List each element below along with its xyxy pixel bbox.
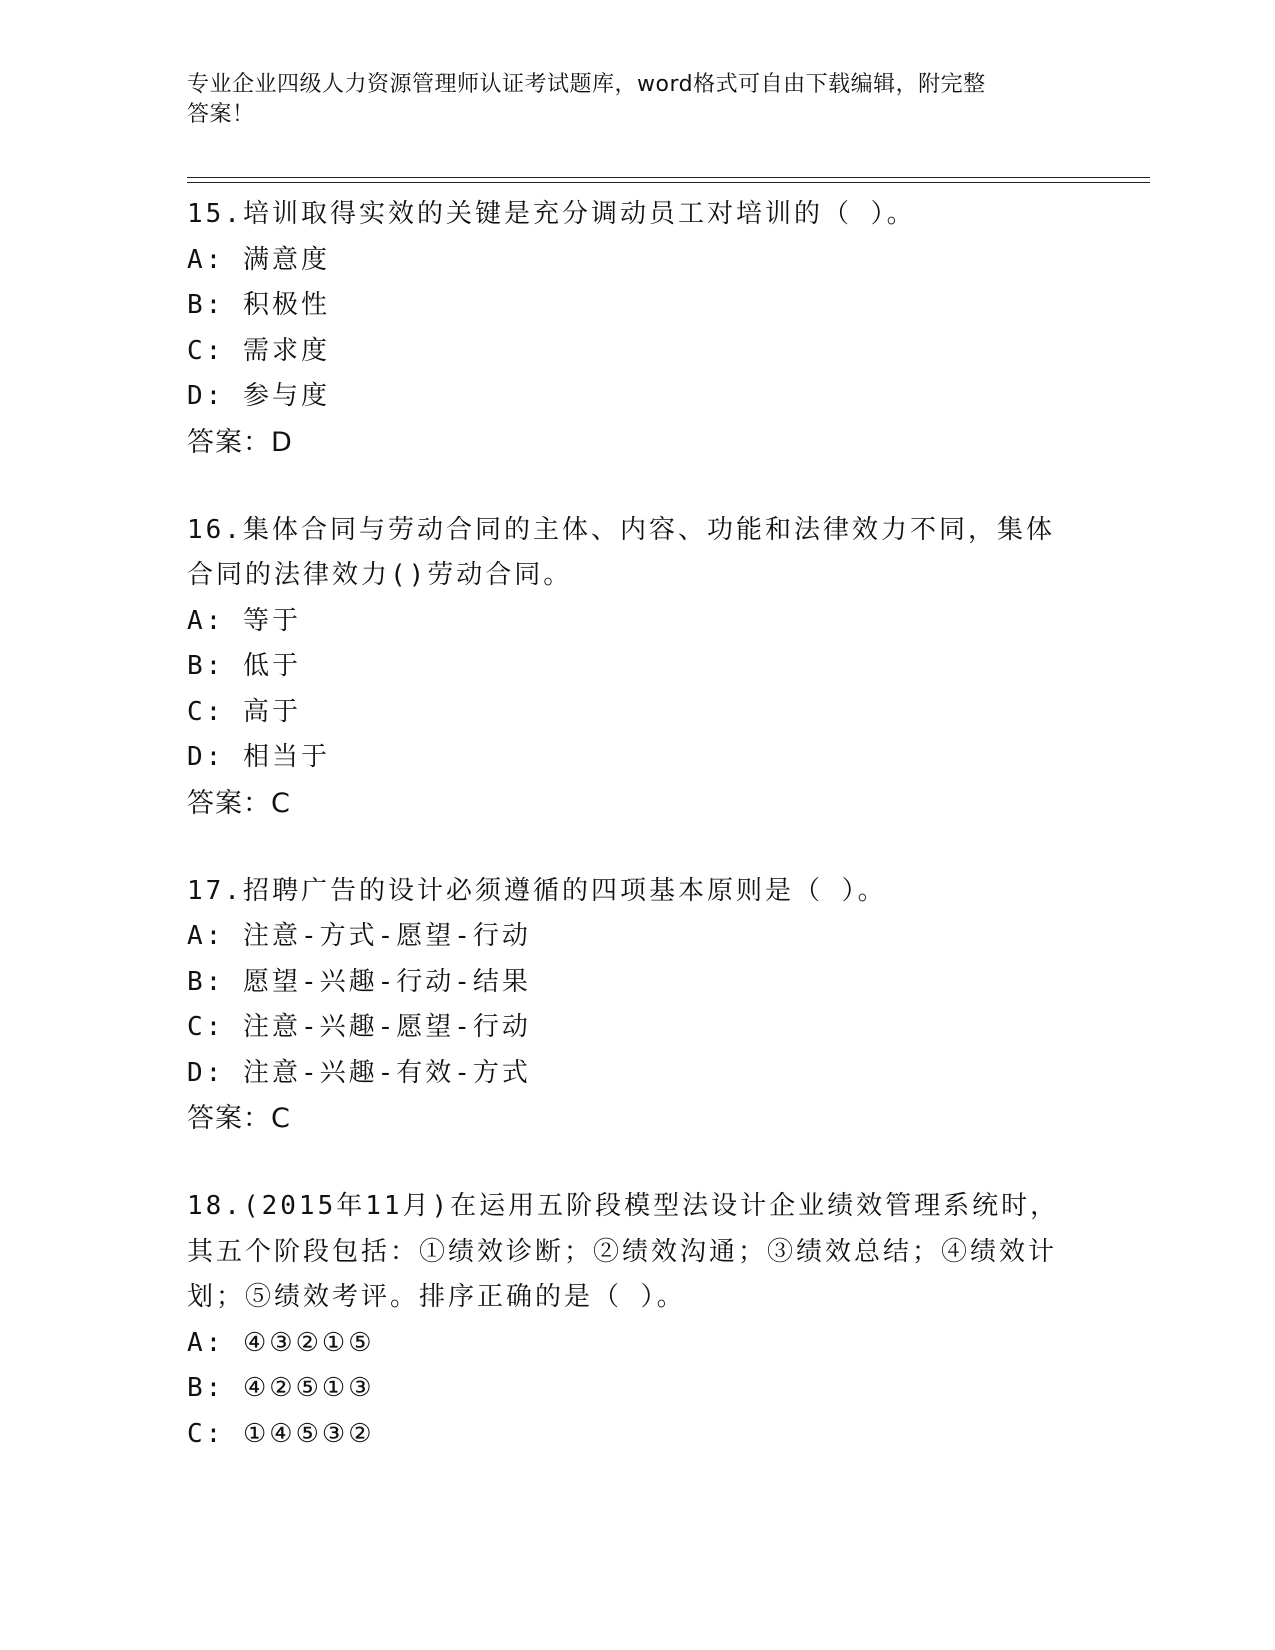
question-18 [187,1184,1087,1457]
answer: 答案：D [187,426,293,458]
question-16 [187,508,1087,827]
option-c: C: ①④⑤③② [187,1418,375,1449]
question-text: 15.培训取得实效的关键是充分调动员工对培训的（ ）。 [187,199,916,229]
option-a: A: 等于 [187,605,301,636]
header-line-1: 专业企业四级人力资源管理师认证考试题库，word格式可自由下载编辑，附完整 [187,72,986,97]
option-d: D: 相当于 [187,742,330,772]
answer: 答案：C [187,787,291,819]
question-15 [187,192,1087,466]
header-divider-bottom [187,182,1150,183]
header-divider-top [187,177,1150,178]
header-line-2: 答案！ [187,102,255,127]
option-b: B: 积极性 [187,290,330,320]
question-text: 18.(2015年11月)在运用五阶段模型法设计企业绩效管理系统时，其五个阶段包括：①绩效诊断；②绩效沟通；③绩效总结；④绩效计划；⑤绩效考评。排序正确的是（ ）。 [187,1191,1060,1312]
option-b: B: 低于 [187,651,301,681]
option-a: A: 注意-方式-愿望-行动 [187,921,531,951]
question-text: 16.集体合同与劳动合同的主体、内容、功能和法律效力不同，集体合同的法律效力()劳动合同。 [187,514,1055,590]
option-d: D: 注意-兴趣-有效-方式 [187,1057,531,1088]
option-a: A: ④③②①⑤ [187,1327,375,1358]
option-b: B: ④②⑤①③ [187,1373,375,1403]
option-c: C: 注意-兴趣-愿望-行动 [187,1012,531,1042]
option-c: C: 需求度 [187,335,330,366]
option-b: B: 愿望-兴趣-行动-结果 [187,966,531,997]
option-c: C: 高于 [187,696,301,727]
question-text: 17.招聘广告的设计必须遵循的四项基本原则是（ ）。 [187,875,887,906]
document-header [187,70,1057,130]
question-list [187,192,1087,1499]
option-a: A: 满意度 [187,244,330,275]
question-17 [187,869,1087,1143]
answer: 答案：C [187,1103,291,1134]
option-d: D: 参与度 [187,381,330,411]
